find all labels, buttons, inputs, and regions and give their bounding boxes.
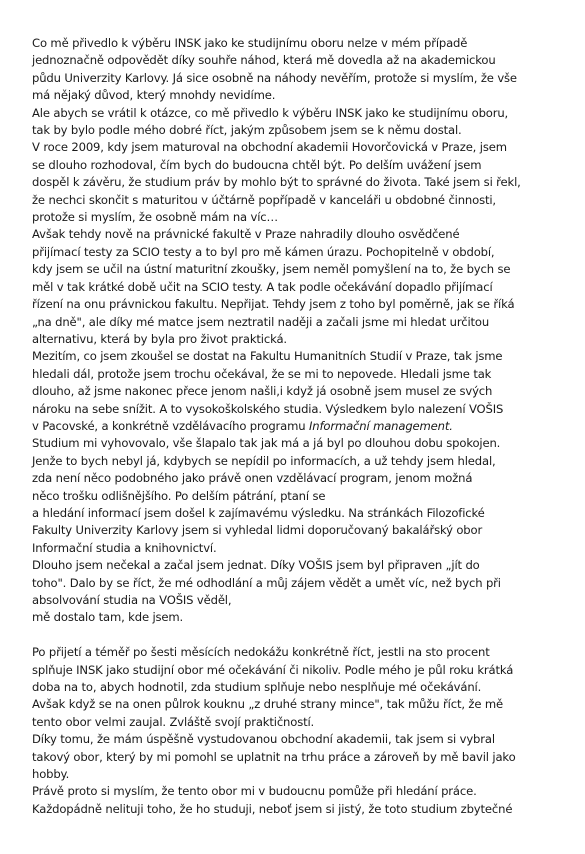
text-line: „na dně", ale díky mé matce jsem neztratil naději a začali jsme mi hledat určitou bbox=[32, 314, 490, 329]
text-line: toho". Dalo by se říct, že mé odhodlání a můj zájem vědět a umět víc, než bych při bbox=[32, 575, 501, 590]
text-line: něco trošku odlišnějšího. Po delším pátrání, ptaní se bbox=[32, 488, 326, 503]
text-line: že nechci skončit s maturitou v účtárně popřípadě v kanceláři u obdobné činnosti, bbox=[32, 192, 496, 207]
text-line: Ale abych se vrátil k otázce, co mě přivedlo k výběru INSK jako ke studijnímu oboru, bbox=[32, 105, 509, 120]
text-line: Co mě přivedlo k výběru INSK jako ke studijnímu oboru nelze v mém případě bbox=[32, 36, 468, 50]
text-line: půdu Univerzity Karlovy. Já sice osobně na náhody nevěřím, protože si myslím, že vše bbox=[32, 70, 517, 85]
text-line: Každopádně nelituji toho, že ho studuji, neboť jsem si jistý, že toto studium zbytečné bbox=[32, 801, 513, 816]
text-line: takový obor, který by mi pomohl se uplatnit na trhu práce a zároveň by mě bavil jako bbox=[32, 749, 516, 764]
text-line: přijímací testy za SCIO testy a to byl pro mě kámen úrazu. Pochopitelně v období, bbox=[32, 244, 495, 259]
text-line: V roce 2009, kdy jsem maturoval na obchodní akademii Hovorčovická v Praze, jsem bbox=[32, 140, 507, 155]
text-line: a hledání informací jsem došel k zajímavému výsledku. Na stránkách Filozofické bbox=[32, 505, 485, 520]
text-line: absolvování studia na VOŠIS věděl, bbox=[32, 593, 232, 607]
text-line: tento obor velmi zaujal. Zvláště svojí praktičností. bbox=[32, 714, 315, 729]
text-line: doba na to, abych hodnotil, zda studium splňuje nebo nesplňuje mé očekávání. bbox=[32, 680, 482, 695]
text-line: dlouho, až jsme nakonec přece jenom našli,i když já osobně jsem musel ze svých bbox=[32, 384, 493, 399]
text-line: Avšak když se na onen půlrok kouknu „z druhé strany mince", tak můžu říct, že mě bbox=[32, 697, 503, 712]
text-line: dospěl k závěru, že studium práv by mohlo být to správné do života. Také jsem si řekl, bbox=[32, 175, 521, 190]
text-line: Dlouho jsem nečekal a začal jsem jednat. Díky VOŠIS jsem byl připraven „jít do bbox=[32, 558, 480, 573]
text-line: Studium mi vyhovovalo, vše šlapalo tak jak má a já byl po dlouhou dobu spokojen. bbox=[32, 436, 501, 451]
text-line: Fakulty Univerzity Karlovy jsem si vyhledal lidmi doporučovaný bakalářský obor bbox=[32, 523, 483, 538]
text-line: tak by bylo podle mého dobré říct, jakým způsobem jsem se k němu dostal. bbox=[32, 123, 462, 138]
text-line: kdy jsem se učil na ústní maturitní zkoušky, jsem neměl pomyšlení na to, že bych se bbox=[32, 262, 511, 277]
text-line: Po přijetí a téměř po šesti měsících nedokážu konkrétně říct, jestli na sto procent bbox=[32, 645, 490, 660]
text-line: alternativu, která by byla pro život praktická. bbox=[32, 331, 287, 346]
text-line: protože si myslím, že osobně mám na víc… bbox=[32, 210, 278, 225]
text-line: má nějaký důvod, který mnohdy nevidíme. bbox=[32, 88, 276, 103]
text-line: Díky tomu, že mám úspěšně vystudovanou obchodní akademii, tak jsem si vybral bbox=[32, 732, 495, 747]
text-line: Avšak tehdy nově na právnické fakultě v Praze nahradily dlouho osvědčené bbox=[32, 227, 460, 242]
text-line: zda není něco podobného jako právě onen vzdělávací program, jenom možná bbox=[32, 471, 473, 486]
text-line: nároku na sebe snížit. A to vysokoškolského studia. Výsledkem bylo nalezení VOŠIS bbox=[32, 401, 504, 416]
document-body bbox=[32, 35, 562, 818]
text-line: Mezitím, co jsem zkoušel se dostat na Fakultu Humanitních Studií v Praze, tak jsme bbox=[32, 349, 503, 364]
text-line: Informační studia a knihovnictví. bbox=[32, 540, 217, 555]
program-name: Informační management. bbox=[308, 418, 453, 433]
text-line: se dlouho rozhodoval, čím bych do budoucna chtěl být. Po delším uvážení jsem bbox=[32, 157, 482, 172]
text-line: splňuje INSK jako studijní obor mé očekávání či nikoliv. Podle mého je půl roku krátká bbox=[32, 662, 514, 677]
text-line: Právě proto si myslím, že tento obor mi v budoucnu pomůže při hledání práce. bbox=[32, 784, 477, 799]
text-line bbox=[32, 418, 562, 435]
blank-line bbox=[32, 627, 562, 644]
text-line: hledali dál, protože jsem trochu očekával, že se mi to nepovede. Hledali jsme tak bbox=[32, 366, 492, 381]
text-line: jednoznačně odpovědět díky souhře náhod, která mě dovedla až na akademickou bbox=[32, 53, 496, 68]
text-line: hobby. bbox=[32, 767, 70, 782]
text-line: měl v tak krátké době učit na SCIO testy. A tak podle očekávání dopadlo přijímací bbox=[32, 279, 493, 294]
text-line: řízení na onu právnickou fakultu. Nepřijat. Tehdy jsem z toho byl poměrně, jak se říká bbox=[32, 297, 515, 312]
text-segment: v Pacovské, a konkrétně vzdělávacího programu bbox=[32, 418, 309, 433]
text-line: mě dostalo tam, kde jsem. bbox=[32, 610, 184, 625]
text-line: Jenže to bych nebyl já, kdybych se nepídil po informacích, a už tehdy jsem hledal, bbox=[32, 453, 496, 468]
